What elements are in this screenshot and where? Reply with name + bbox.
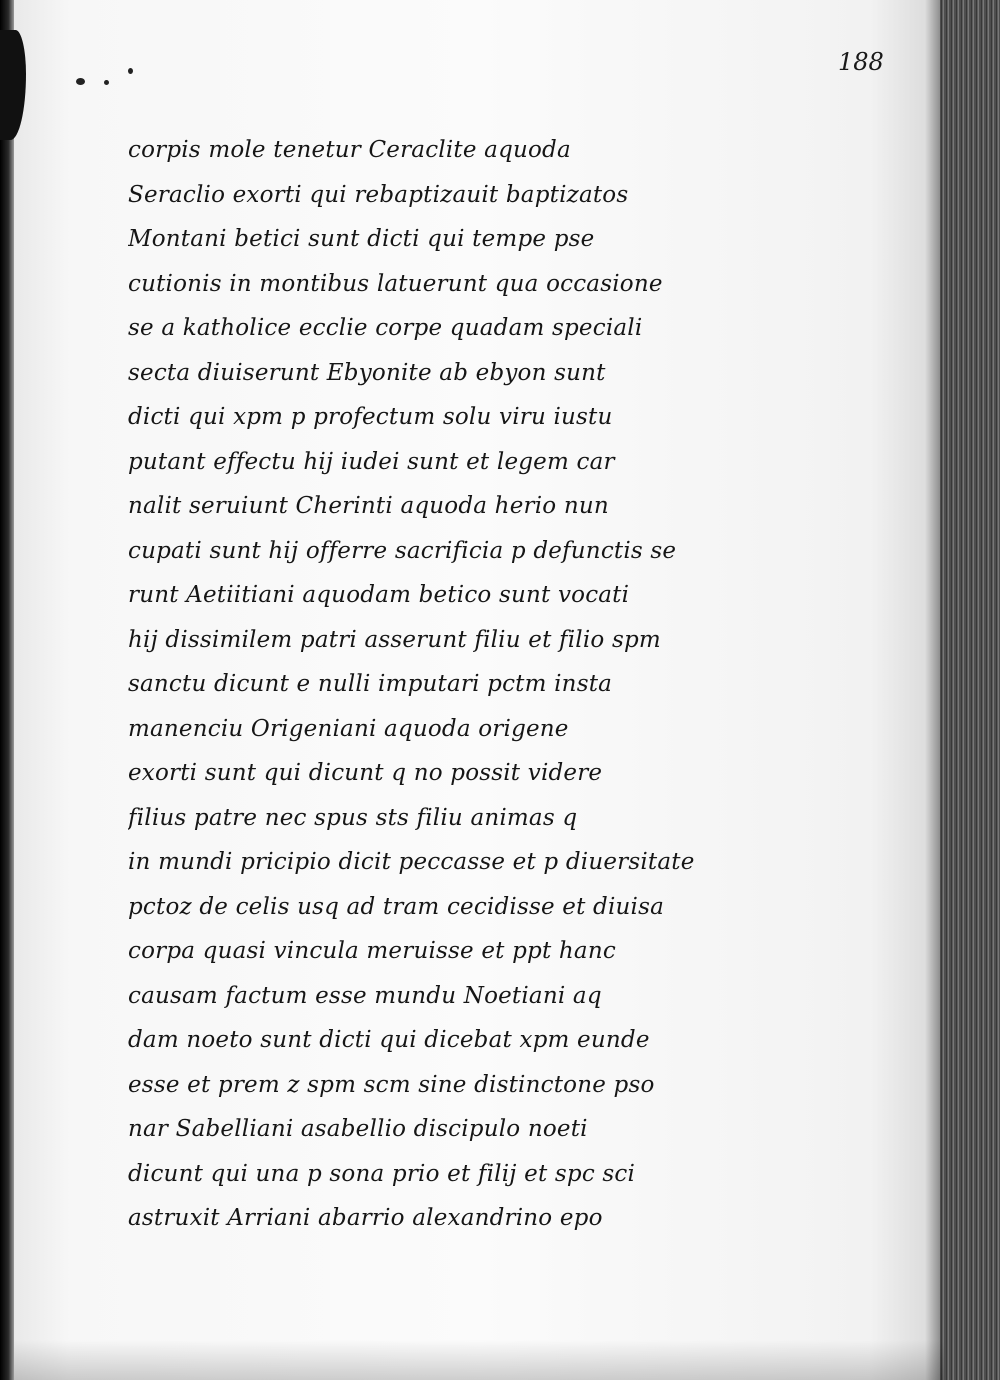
binding-edge [0,0,14,1380]
ink-speck [128,68,133,74]
text-line: causam factum esse mundu Noetiani aq [128,982,602,1009]
text-line: runt Aetiitiani aquodam betico sunt vocati [128,582,630,608]
page-bottom-shadow [14,1340,944,1380]
page-edges [940,0,1000,1380]
folio-number: 188 [838,48,884,76]
text-line: nalit seruiunt Cherinti aquoda herio nun [128,493,609,519]
ink-speck [76,78,85,85]
text-line: Montani betici sunt dicti qui tempe pse [128,226,595,252]
text-line: astruxit Arriani abarrio alexandrino epo [128,1205,603,1231]
text-line: corpis mole tenetur Ceraclite aquoda [128,137,571,163]
text-line: manenciu Origeniani aquoda origene [128,715,569,742]
text-line: Seraclio exorti qui rebaptizauit baptizatos [128,181,629,208]
text-line: dicunt qui una p sona prio et filij et spc sci [128,1160,636,1187]
text-line: putant effectu hij iudei sunt et legem car [128,448,615,475]
text-line: hij dissimilem patri asserunt filiu et filio spm [128,626,661,653]
text-line: pctoz de celis usq ad tram cecidisse et diuisa [128,893,665,920]
ink-speck [104,80,109,85]
text-line: secta diuiserunt Ebyonite ab ebyon sunt [128,359,606,386]
text-line: corpa quasi vincula meruisse et ppt hanc [128,938,616,964]
text-line: sanctu dicunt e nulli imputari pctm insta [128,671,613,697]
text-line: dicti qui xpm p profectum solu viru iustu [128,404,613,430]
text-line: cupati sunt hij offerre sacrificia p defunctis se [128,537,677,564]
text-line: filius patre nec spus sts filiu animas q [128,804,578,831]
text-line: in mundi pricipio dicit peccasse et p diuersitate [128,849,695,875]
manuscript-text [128,128,768,1241]
text-line: cutionis in montibus latuerunt qua occasione [128,270,663,297]
text-line: nar Sabelliani asabellio discipulo noeti [128,1116,588,1142]
text-line: esse et prem z spm scm sine distinctone pso [128,1071,655,1098]
text-line: exorti sunt qui dicunt q no possit videre [128,760,603,786]
text-line: dam noeto sunt dicti qui dicebat xpm eunde [128,1027,650,1053]
text-line: se a katholice ecclie corpe quadam speciali [128,315,643,341]
